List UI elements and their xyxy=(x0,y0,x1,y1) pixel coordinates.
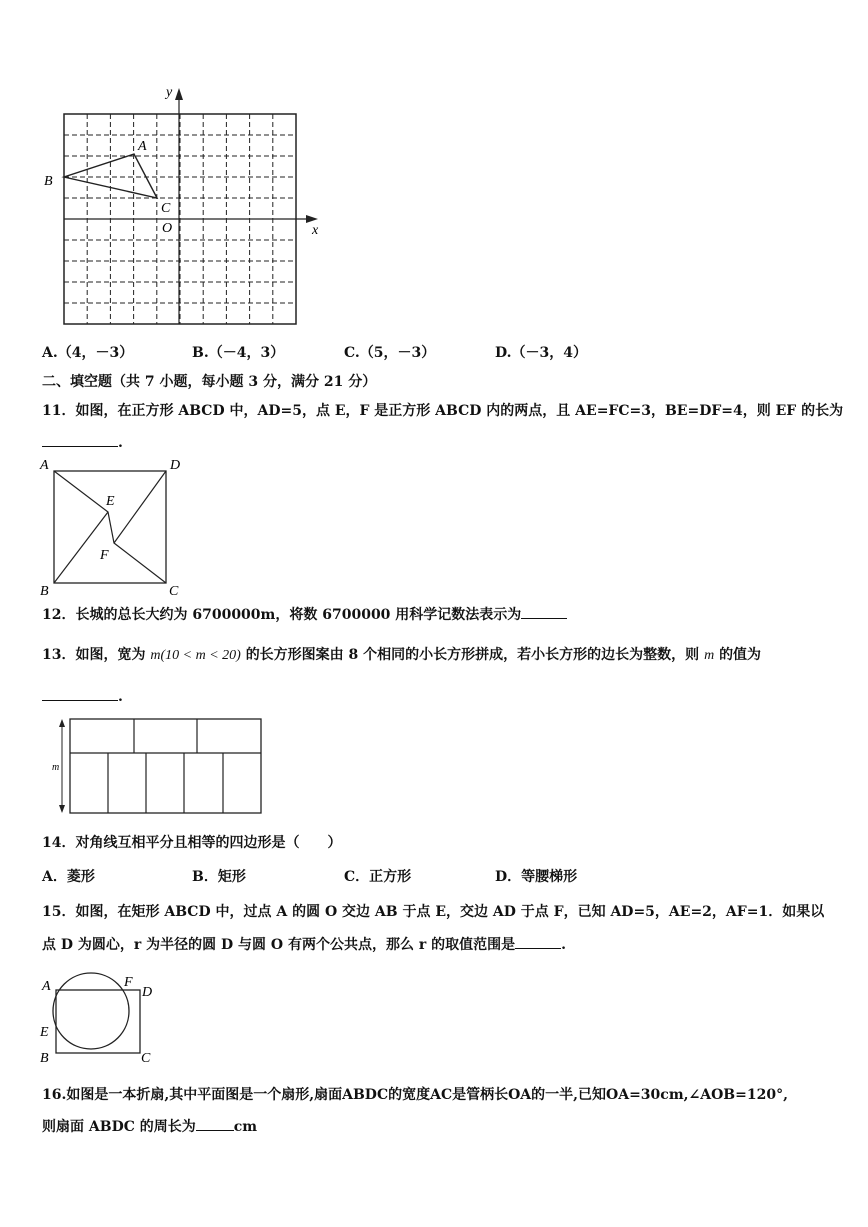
answer-blank xyxy=(196,1116,234,1131)
q10-option-c: C.（5，－3） xyxy=(344,345,436,361)
label-d: D xyxy=(142,985,153,1000)
label-b: B xyxy=(44,174,53,189)
label-c: C xyxy=(169,584,179,599)
q14-text: 14．对角线互相平分且相等的四边形是（ ） xyxy=(42,835,342,851)
q10-option-b: B.（－4，3） xyxy=(192,345,285,361)
q10-option-d: D.（－3，4） xyxy=(495,345,587,361)
label-b: B xyxy=(40,584,49,599)
label-e: E xyxy=(40,1025,49,1040)
label-e: E xyxy=(106,494,115,509)
q15-line2: 点 D 为圆心，r 为半径的圆 D 与圆 O 有两个公共点，那么 r 的取值范围是 xyxy=(42,937,516,953)
outer-rectangle xyxy=(70,719,261,813)
rectangle-circle-figure xyxy=(38,970,168,1065)
q13-answer-line xyxy=(42,686,123,705)
q14-option-d: D．等腰梯形 xyxy=(495,869,578,885)
segment-df xyxy=(114,471,166,543)
label-f: F xyxy=(100,548,109,563)
q16-unit: cm xyxy=(233,1119,258,1135)
label-b: B xyxy=(40,1051,49,1065)
label-m: m xyxy=(52,762,60,773)
section2-title: 二、填空题（共 7 小题，每小题 3 分，满分 21 分） xyxy=(42,374,377,390)
label-x: x xyxy=(312,223,319,238)
label-f: F xyxy=(124,975,133,990)
answer-blank xyxy=(521,604,567,619)
label-a: A xyxy=(42,979,51,994)
q15-line1: 15．如图，在矩形 ABCD 中，过点 A 的圆 O 交边 AB 于点 E，交边 AD 于点 F，已知 AD=5，AE=2，AF=1．如果以 xyxy=(42,904,825,920)
q14-option-c: C．正方形 xyxy=(344,869,412,885)
label-d: D xyxy=(170,458,181,473)
q15-tail: . xyxy=(561,937,566,953)
square-outline xyxy=(54,471,166,583)
q16-line1: 16.如图是一本折扇,其中平面图是一个扇形,扇面ABDC的宽度AC是管柄长OA的一半,已知OA=30cm,∠AOB=120°, xyxy=(42,1087,788,1103)
q13-suffix: 的值为 xyxy=(719,647,762,663)
q12-line xyxy=(42,604,567,624)
q16-line2-wrap xyxy=(42,1116,257,1136)
label-c: C xyxy=(141,1051,151,1065)
answer-blank xyxy=(42,686,118,701)
q15-line2-wrap xyxy=(42,934,566,954)
q13-line xyxy=(42,644,761,664)
path-aefc xyxy=(54,471,166,583)
q14-option-a: A．菱形 xyxy=(42,869,95,885)
q13-tail: . xyxy=(118,689,123,705)
coordinate-grid-figure xyxy=(40,84,330,329)
q11-answer-line xyxy=(42,432,123,451)
q13-math2: m xyxy=(704,648,715,663)
q16-line2: 则扇面 ABDC 的周长为 xyxy=(42,1119,196,1135)
dimension-arrow-bottom xyxy=(59,805,65,813)
label-a: A xyxy=(138,139,147,154)
q10-option-a: A.（4，－3） xyxy=(42,345,134,361)
label-a: A xyxy=(40,458,49,473)
q12-text: 12．长城的总长大约为 6700000m，将数 6700000 用科学记数法表示为 xyxy=(42,607,522,623)
square-abcd-figure xyxy=(38,455,188,600)
q13-prefix: 13．如图，宽为 xyxy=(42,647,146,663)
answer-blank xyxy=(42,432,118,447)
label-c: C xyxy=(161,201,171,216)
q13-math: m(10 < m < 20) xyxy=(150,648,241,663)
q11-text: 11．如图，在正方形 ABCD 中，AD=5，点 E，F 是正方形 ABCD 内的两点，且 AE=FC=3，BE=DF=4，则 EF 的长为 xyxy=(42,403,844,419)
label-y: y xyxy=(166,85,173,100)
circle-o xyxy=(53,973,129,1049)
q11-tail: . xyxy=(118,435,123,451)
y-axis-arrow xyxy=(175,88,183,100)
dimension-arrow-top xyxy=(59,719,65,727)
q14-option-b: B．矩形 xyxy=(192,869,246,885)
answer-blank xyxy=(515,934,561,949)
rectangle-tiling-figure xyxy=(44,716,266,818)
triangle-abc xyxy=(64,154,157,198)
x-axis-arrow xyxy=(306,215,318,223)
q13-middle: 的长方形图案由 8 个相同的小长方形拼成，若小长方形的边长为整数，则 xyxy=(245,647,700,663)
label-o: O xyxy=(162,221,173,236)
